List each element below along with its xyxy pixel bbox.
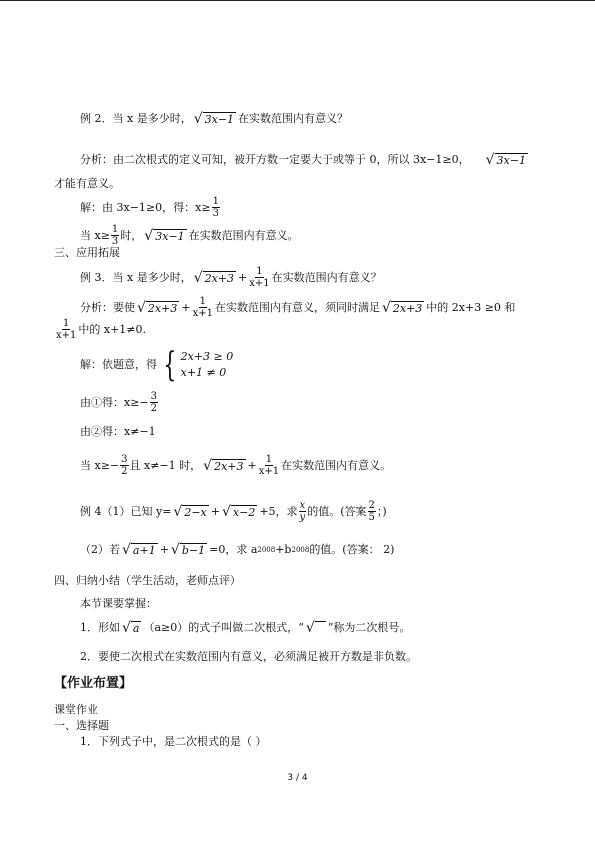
- solution-2: [80, 196, 221, 219]
- fraction: $\frac{1}{x+1}$: [56, 318, 77, 341]
- plus-sign: +: [210, 504, 220, 518]
- sqrt-expression: √ 3x−1: [485, 152, 526, 168]
- analysis-2: [80, 152, 530, 168]
- system-row-2: x+1 ≠ 0: [180, 366, 227, 379]
- step-1: [80, 391, 159, 414]
- example-2-suffix: 在实数范围内有意义？: [238, 112, 349, 125]
- sqrt-expression: √ a+1: [122, 542, 156, 558]
- sqrt-expression: √ 2x+3: [381, 299, 423, 316]
- fraction: $\frac{1}{3}$: [111, 224, 119, 247]
- summary-intro: [80, 596, 157, 612]
- example-4b-prefix: （2）若: [80, 543, 120, 556]
- step-2: [80, 424, 156, 440]
- analysis-3-suffix: 中的 2x+3 ≥0 和: [426, 300, 516, 314]
- radical-sign-icon: √: [306, 621, 326, 635]
- page-number: 3 / 4: [287, 773, 308, 783]
- conclusion-2-prefix: 当 x≥: [80, 228, 110, 242]
- equation-system: { 2x+3 ≥ 0 x+1 ≠ 0: [163, 345, 234, 385]
- fraction: $\frac{3}{2}$: [121, 454, 128, 477]
- sqrt-expression: √ 2x+3: [137, 299, 178, 316]
- analysis-3-mid: 在实数范围内有意义，须同时满足: [214, 300, 380, 314]
- example-4b-mid: =0，求 a: [209, 543, 258, 556]
- section-3-heading: [54, 245, 120, 261]
- sqrt-expression: √ b−1: [170, 542, 206, 558]
- example-3-text: 例 3．当 x 是多少时，: [80, 270, 192, 284]
- system-row-1: 2x+3 ≥ 0: [180, 350, 234, 363]
- sqrt-expression: √ 2x+3: [193, 269, 235, 286]
- conclusion-3: [80, 454, 391, 477]
- example-4b-mid2: +b: [275, 543, 292, 556]
- analysis-2-text: 分析：由二次根式的定义可知，被开方数一定要大于或等于 0，所以 3x−1≥0，: [80, 153, 470, 166]
- exponent: 2008: [257, 546, 276, 554]
- solution-2-text: 解：由 3x−1≥0，得：x≥: [80, 200, 211, 214]
- analysis-2-line2: 才能有意义。: [54, 177, 120, 190]
- summary-1-mid: （a≥0）的式子叫做二次根式，“: [143, 621, 304, 634]
- summary-point-2: [80, 649, 417, 665]
- example-3-suffix: 在实数范围内有意义？: [271, 270, 382, 284]
- example-4-suffix: ；): [376, 504, 387, 518]
- page-top-border: [0, 0, 595, 1]
- plus-sign: +: [159, 543, 169, 556]
- example-4-part-1: [80, 500, 387, 523]
- example-4-mid: +5，求: [259, 504, 298, 518]
- example-4b-suffix: 的值。(答案： 2): [309, 543, 395, 556]
- summary-1-suffix: ”称为二次根号。: [327, 621, 411, 634]
- conclusion-3-mid: 且 x≠−1 时，: [129, 458, 202, 472]
- fraction: $\frac{1}{3}$: [212, 196, 219, 219]
- section-4-title: 四、归纳小结（学生活动，老师点评）: [54, 574, 241, 587]
- sqrt-expression: √ 2x+3: [203, 457, 244, 474]
- sqrt-expression: √ a: [122, 620, 140, 636]
- example-4-mid2: 的值。(答案: [307, 504, 367, 518]
- solution-3-prefix: 解：依题意，得: [80, 358, 157, 371]
- conclusion-2-suffix: 在实数范围内有意义。: [188, 228, 299, 242]
- step-2-text: 由②得：x≠−1: [80, 425, 156, 438]
- solution-3: [80, 345, 234, 385]
- section-3-title: 三、应用拓展: [54, 246, 120, 259]
- question-1-text: 1．下列式子中，是二次根式的是（ ）: [80, 735, 267, 748]
- fraction: $\frac{3}{2}$: [150, 391, 158, 414]
- sqrt-expression: √ 2−x: [173, 503, 207, 520]
- summary-1-prefix: 1．形如: [80, 621, 120, 634]
- sqrt-expression: √ x−2: [221, 503, 256, 520]
- fraction: $\frac{x}{y}$: [299, 500, 306, 523]
- choice-section-heading: [54, 718, 109, 734]
- analysis-3-line2: 中的 x+1≠0.: [78, 322, 147, 336]
- choice-section-title: 一、选择题: [54, 719, 109, 732]
- sqrt-expression: √ 3x−1: [193, 111, 235, 127]
- exponent: 2008: [291, 546, 310, 554]
- classwork-label: [54, 702, 98, 718]
- example-2-text: 例 2．当 x 是多少时，: [80, 112, 192, 125]
- conclusion-2: [80, 224, 299, 247]
- analysis-3-cont: [54, 318, 146, 341]
- question-1: [80, 734, 267, 750]
- conclusion-3-suffix: 在实数范围内有意义。: [281, 458, 392, 472]
- step-1-text: 由①得：x≥−: [80, 395, 149, 409]
- answer-fraction: $\frac{2}{5}$: [368, 500, 375, 523]
- plus-sign: +: [181, 300, 191, 314]
- conclusion-3-prefix: 当 x≥−: [80, 458, 120, 472]
- summary-2-text: 2．要使二次根式在实数范围内有意义，必须满足被开方数是非负数。: [80, 650, 417, 663]
- plus-sign: +: [247, 458, 257, 472]
- homework-title: 【作业布置】: [54, 676, 133, 691]
- analysis-2-cont: [54, 176, 120, 192]
- summary-point-1: [80, 620, 410, 636]
- section-4-heading: [54, 573, 241, 589]
- example-2: [80, 111, 348, 127]
- analysis-3: [80, 296, 515, 319]
- conclusion-2-mid: 时，: [120, 228, 143, 242]
- plus-sign: +: [238, 270, 248, 284]
- sqrt-expression: √ 3x−1: [144, 227, 185, 244]
- fraction: $\frac{1}{x+1}$: [249, 266, 270, 289]
- summary-intro-text: 本节课要掌握：: [80, 597, 157, 610]
- analysis-3-prefix: 分析：要使: [80, 300, 135, 314]
- homework-heading: [54, 676, 132, 692]
- example-4-part-2: [80, 542, 394, 558]
- classwork-text: 课堂作业: [54, 703, 98, 716]
- fraction: $\frac{1}{x+1}$: [258, 454, 280, 477]
- fraction: $\frac{1}{x+1}$: [192, 296, 213, 319]
- example-3: [80, 266, 382, 289]
- example-4-prefix: 例 4（1）已知 y=: [80, 504, 172, 518]
